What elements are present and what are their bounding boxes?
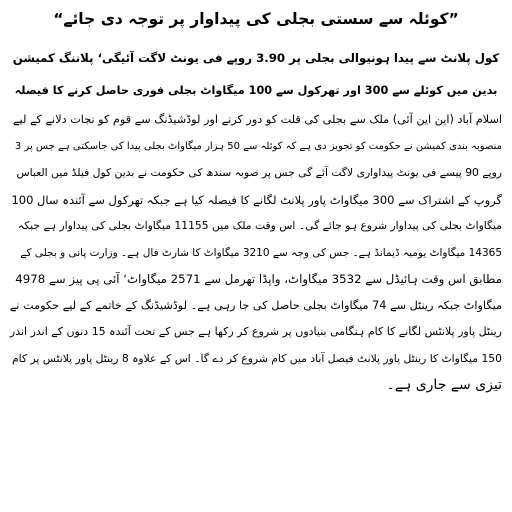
body-line: 150 میگاواٹ کا رینٹل پاور پلانٹ فیصل آباد میں کام شروع کر دے گا۔ اس کے علاوہ 8 رینٹل پاور پلانٹس پر کام <box>11 351 502 365</box>
body-line: میگاواٹ بجلی کی پیداوار شروع ہو جائے گی۔ اس وقت ملک میں 11155 میگاواٹ بجلی کی پیداوار ہے جبکہ <box>17 219 502 233</box>
headline-planning-commission: کول پلانٹ سے پیدا ہونیوالی بجلی پر 3.90 روپے فی یونٹ لاگت آئیگی‘ پلاننگ کمیشن <box>12 50 500 65</box>
body-line: تیزی سے جاری ہے۔ <box>386 377 502 394</box>
body-line: میگاواٹ جبکہ رینٹل سے 74 میگاواٹ بجلی حاصل کی جا رہی ہے۔ لوڈشیڈنگ کے خاتمے کے لیے حکومت نے <box>9 298 502 312</box>
body-line: منصوبہ بندی کمیشن نے حکومت کو تجویز دی ہے کہ کوئلہ سے 50 ہزار میگاواٹ بجلی پیدا کی جاسکتی ہے جس پر 3 <box>14 140 502 152</box>
body-line: گروپ کے اشتراک سے 300 میگاواٹ پاور پلانٹ لگانے کا فیصلہ کیا ہے جبکہ تھرکول سے آئندہ سال 100 <box>11 192 502 207</box>
body-line: روپے 90 پیسے فی یونٹ پیداواری لاگت آئے گی جس پر صوبہ سندھ کی حکومت نے بدین کول فیلڈ میں العباس <box>16 166 502 180</box>
body-line: اسلام آباد (این این آئی) ملک سے بجلی کی قلت کو دور کرنے اور لوڈشیڈنگ سے قوم کو نجات دلانے کے لیے <box>12 113 502 127</box>
body-line: 14365 میگاواٹ یومیہ ڈیمانڈ ہے۔ جس کی وجہ سے 3210 میگاواٹ کا شارٹ فال ہے۔ وزارت پانی و بجلی کے <box>20 246 502 259</box>
article-body <box>10 107 502 399</box>
body-line: رینٹل پاور پلانٹس لگانے کا کام ہنگامی بنیادوں پر شروع کر رکھا ہے جس کے تحت آئندہ 15 دنوں کے اندر اندر <box>9 325 502 339</box>
headline-main: ”کوئلہ سے سستی بجلی کی پیداوار پر توجہ دی جائے“ <box>53 10 459 28</box>
headline-badin-decision: بدین میں کوئلے سے 300 اور تھرکول سے 100 میگاواٹ بجلی فوری حاصل کرنے کا فیصلہ <box>14 83 498 97</box>
body-line: مطابق اس وقت ہائیڈل سے 3532 میگاواٹ، واپڈا تھرمل سے 2571 میگاواٹ‘ آئی پی پیز سے 4978 <box>15 272 502 287</box>
